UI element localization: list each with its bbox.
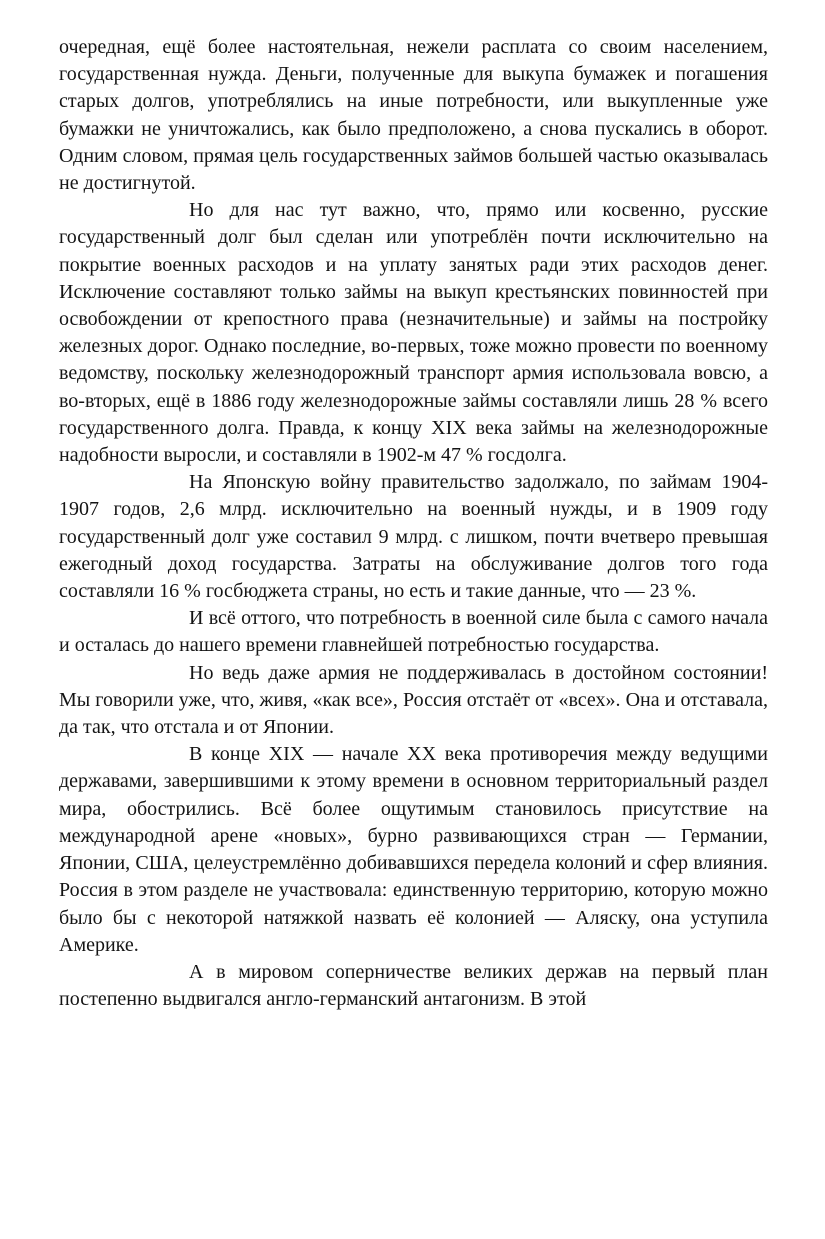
paragraph-7: А в мировом соперничестве великих держав на первый план постепенно выдвигался англо-германский антагонизм. В этой <box>59 960 768 1011</box>
paragraph-6: В конце XIX — начале XX века противоречия между ведущими державами, завершившими к этому времени в основном территориальный раздел мира, обострились. Всё более ощутимым становилось присутствие на международной арене «новых», бурно развивающихся стран — Германии, Японии, США, целеустремлённо добивавшихся передела колоний и сфер влияния. Россия в этом разделе не участвовала: единственную территорию, которую можно было бы с некоторой натяжкой назвать её колонией — Аляску, она уступила Америке. <box>59 743 768 956</box>
paragraph-2: Но для нас тут важно, что, прямо или косвенно, русские государственный долг был сделан или употреблён почти исключительно на покрытие военных расходов и на уплату занятых ради этих расходов денег. Исключение составляют только займы на выкуп крестьянских повинностей при освобождении от крепостного права (незначительные) и займы на постройку железных дорог. Однако последние, во-первых, тоже можно провести по военному ведомству, поскольку железнодорожный транспорт армия использовала вовсю, а во-вторых, ещё в 1886 году железнодорожные займы составляли лишь 28 % всего государственного долга. Правда, к концу XIX века займы на железнодорожные надобности выросли, и составляли в 1902-м 47 % госдолга. <box>59 199 768 467</box>
paragraph-3: На Японскую войну правительство задолжало, по займам 1904-1907 годов, 2,6 млрд. исключительно на военный нужды, и в 1909 году государственный долг уже составил 9 млрд. с лишком, почти вчетверо превышая ежегодный доход государства. Затраты на обслуживание долгов того года составляли 16 % госбюджета страны, но есть и такие данные, что — 23 %. <box>59 471 768 603</box>
paragraph-4: И всё оттого, что потребность в военной силе была с самого начала и осталась до нашего времени главнейшей потребностью государства. <box>59 607 768 657</box>
paragraph-1: очередная, ещё более настоятельная, нежели расплата со своим населением, государственная нужда. Деньги, полученные для выкупа бумажек и погашения старых долгов, употреблялись на иные потребности, или выкупленные уже бумажки не уничтожались, как было предположено, а снова пускались в оборот. Одним словом, прямая цель государственных займов большей частью оказывалась не достигнутой. <box>59 36 768 195</box>
paragraph-5: Но ведь даже армия не поддерживалась в достойном состоянии! Мы говорили уже, что, живя, «как все», Россия отстаёт от «всех». Она и отставала, да так, что отстала и от Японии. <box>59 661 768 739</box>
